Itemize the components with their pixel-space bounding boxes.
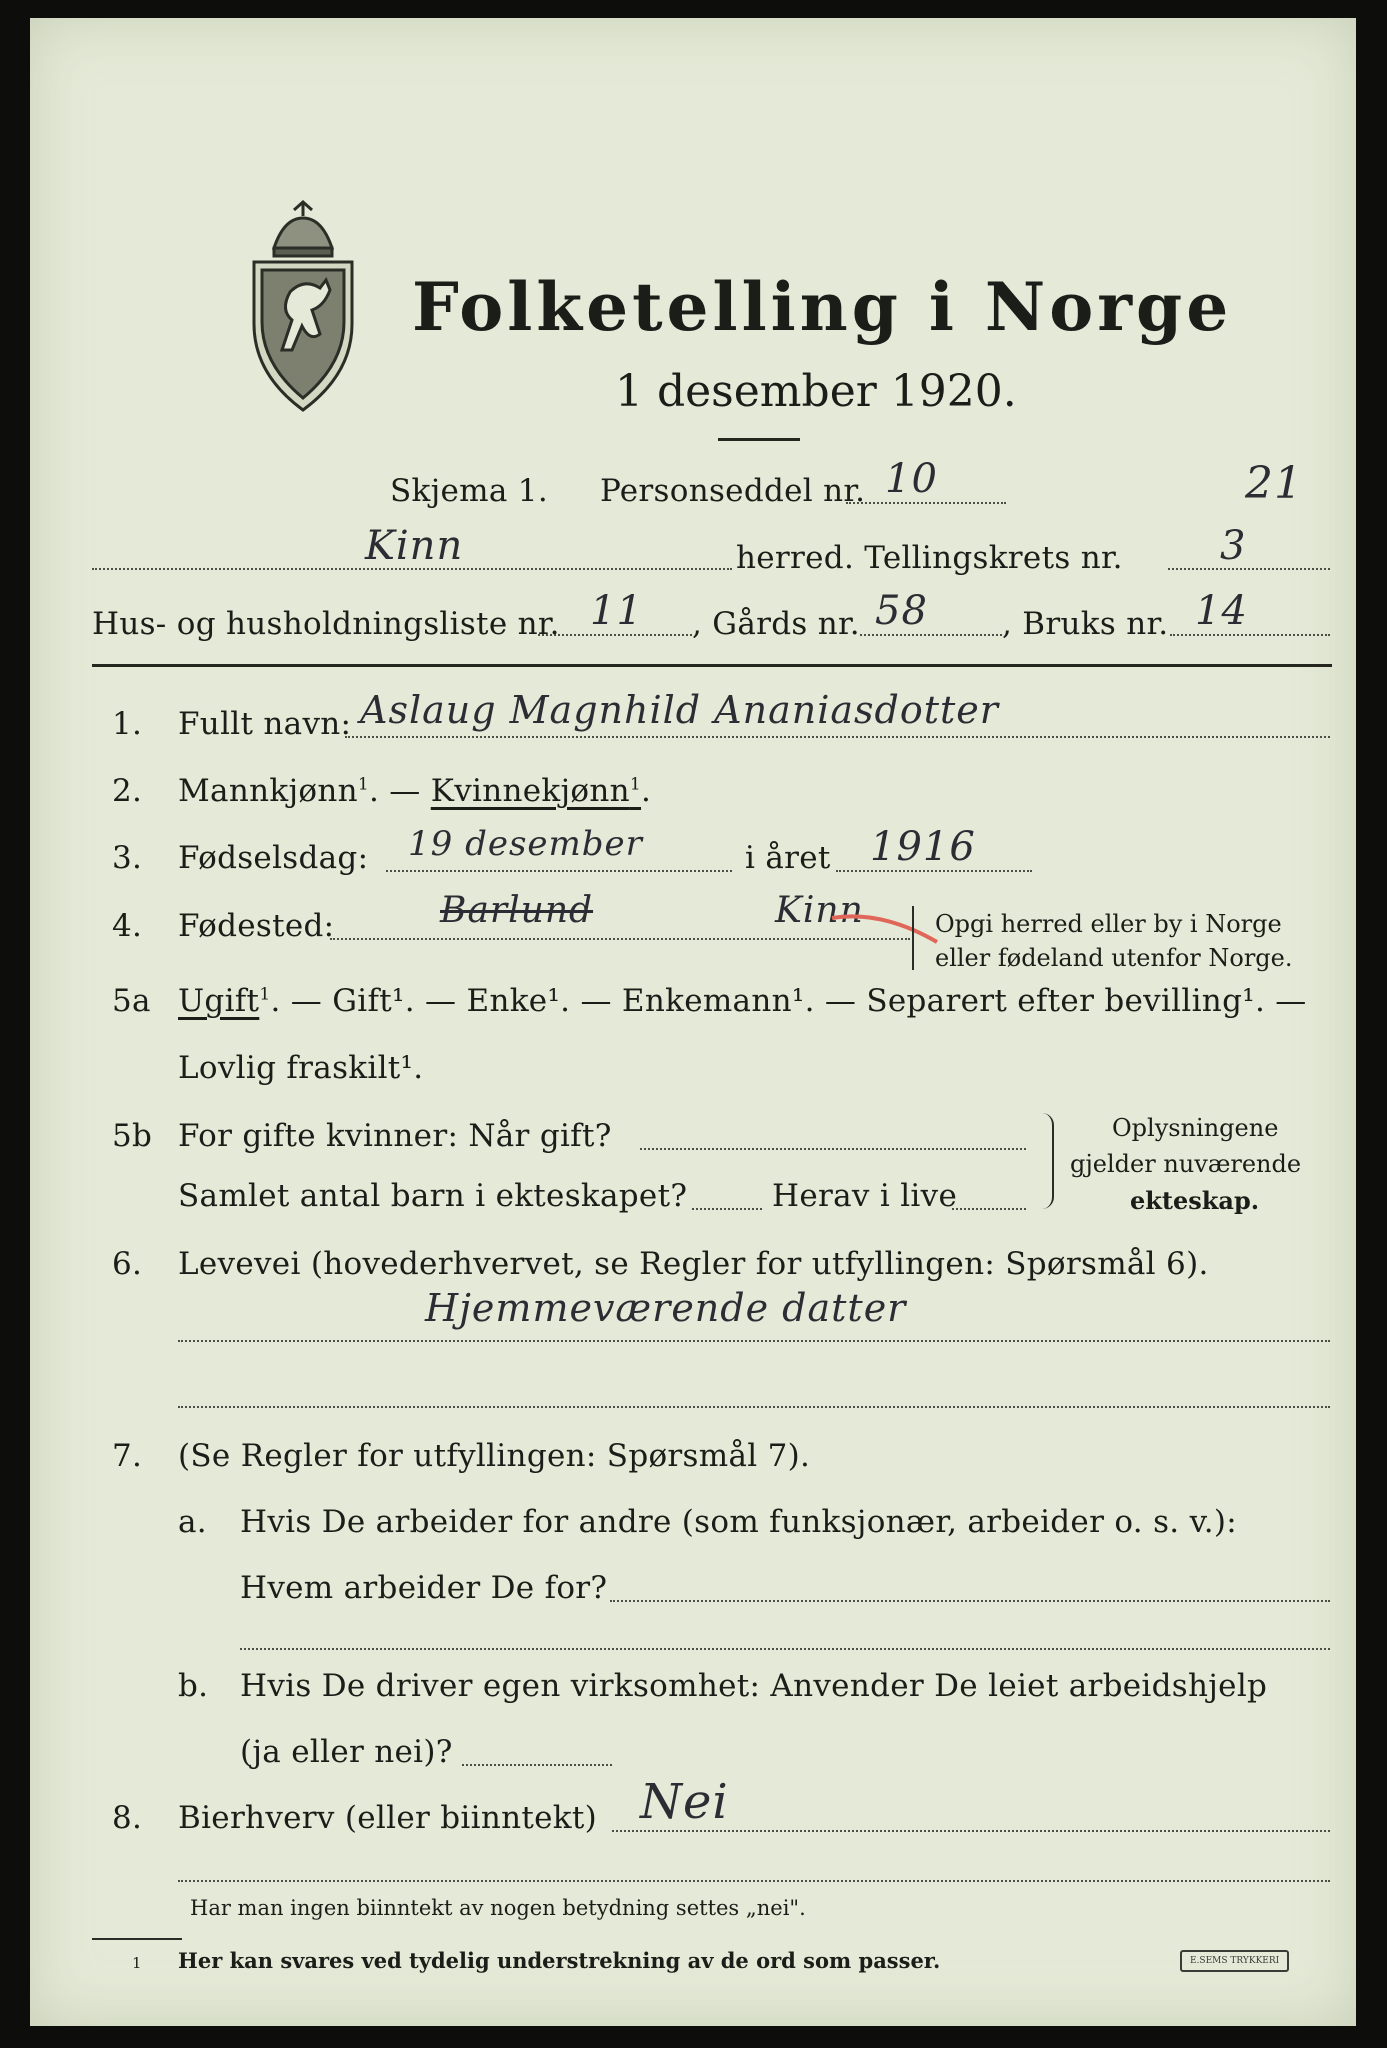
q3-date-line [386,870,732,872]
q5a-number: 5a [112,983,151,1019]
q1-label: Fullt navn: [178,706,352,742]
q2-female-selected: Kvinnekjønn$^1$ [430,773,642,809]
personseddel-line [846,502,1006,504]
census-date: 1 desember 1920. [615,366,1017,417]
q6-line2 [178,1406,1330,1408]
q7b-letter: b. [178,1668,209,1704]
schema-label: Skjema 1. [390,473,548,509]
bruks-label: , Bruks nr. [1002,606,1169,642]
corner-annotation-1: 21 [1245,458,1303,509]
census-form [30,18,1356,2026]
q6-label: Levevei (hovederhvervet, se Regler for utfyllingen: Spørsmål 6). [178,1246,1209,1282]
q5b-alive-line [952,1208,1026,1210]
q7a-answer-line1 [610,1600,1330,1602]
q8-number: 8. [112,1800,143,1836]
herred-value: Kinn [365,523,464,569]
q5a-ugift-selected: Ugift [178,983,260,1019]
hus-value: 11 [590,588,643,634]
q2-male: Mannkjønn [178,773,358,809]
bruks-value: 14 [1195,588,1248,634]
q4-note-bracket [912,906,922,970]
q6-line1 [178,1340,1330,1342]
q3-year-label: i året [745,840,831,876]
q5b-note2: gjelder nuværende [1070,1150,1302,1178]
q8-line2 [178,1880,1330,1882]
bruks-line [1170,634,1330,636]
q3-year-line [836,870,1032,872]
q1-value: Aslaug Magnhild Ananiasdotter [360,688,999,732]
q7a-letter: a. [178,1504,207,1540]
q4-struck-value: Barlund [440,890,594,931]
red-pencil-mark [830,908,940,948]
herred-label: herred. Tellingskrets nr. [736,540,1123,576]
header-rule [92,664,1332,667]
q7b-line2: (ja eller nei)? [240,1734,453,1770]
q5b-line1: For gifte kvinner: Når gift? [178,1118,612,1154]
q5b-line2: Samlet antal barn i ekteskapet? [178,1178,688,1214]
tellingskrets-line [1168,568,1330,570]
q7b-line1: Hvis De driver egen virksomhet: Anvender De leiet arbeidshjelp [240,1668,1268,1704]
tellingskrets-value: 3 [1220,523,1247,569]
q5a-options: Ugift$^1$. — Gift¹. — Enke¹. — Enkemann¹. — Separert efter bevilling¹. — [178,983,1307,1019]
q5b-note3: ekteskap. [1130,1186,1260,1215]
footer-note: Har man ingen biinntekt av nogen betydning settes „nei". [190,1896,806,1920]
q7-label: (Se Regler for utfyllingen: Spørsmål 7). [178,1438,811,1474]
hus-line [538,634,692,636]
q6-number: 6. [112,1246,143,1282]
q7a-answer-line2 [240,1648,1330,1650]
q5b-note-bracket [1042,1113,1054,1209]
q5b-herav-label: Herav i live [772,1178,958,1214]
q7a-line1: Hvis De arbeider for andre (som funksjonær, arbeider o. s. v.): [240,1504,1238,1540]
q5b-note1: Oplysningene [1112,1114,1279,1142]
q2-separator: . — [368,773,421,809]
hus-label: Hus- og husholdningsliste nr. [92,606,560,642]
personseddel-value: 10 [885,456,938,502]
q4-line [330,938,910,940]
q8-line1 [612,1830,1330,1832]
personseddel-label: Personseddel nr. [600,473,866,509]
q4-value: Kinn [775,890,864,931]
q4-label: Fødested: [178,908,335,944]
q3-year-value: 1916 [870,824,976,870]
q5b-number: 5b [112,1118,153,1154]
printer-stamp: E.SEMS TRYKKERI [1180,1950,1289,1972]
q6-value: Hjemmeværende datter [425,1286,907,1330]
gards-label: , Gårds nr. [692,606,860,642]
q4-note-line1: Opgi herred eller by i Norge [935,910,1282,938]
gards-value: 58 [875,588,928,634]
q5a-line2: Lovlig fraskilt¹. [178,1050,424,1086]
q7a-line2: Hvem arbeider De for? [240,1570,608,1606]
q3-label: Fødselsdag: [178,840,369,876]
q3-date-value: 19 desember [408,824,643,864]
q8-value: Nei [640,1774,729,1830]
q1-number: 1. [112,706,143,742]
gards-line [860,634,1002,636]
title-divider [718,438,800,441]
q7b-answer-line [462,1764,612,1766]
q2-number: 2. [112,773,143,809]
footnote-rule [92,1938,182,1940]
q2-options: Mannkjønn$^1$. — Kvinnekjønn$^1$. [178,773,652,809]
form-title: Folketelling i Norge [412,268,1233,346]
q4-number: 4. [112,908,143,944]
coat-of-arms-icon [244,200,362,420]
q1-line [345,736,1330,738]
q7-number: 7. [112,1438,143,1474]
q5a-other-options: . — Gift¹. — Enke¹. — Enkemann¹. — Separert efter bevilling¹. — [270,983,1307,1019]
footnote-number: 1 [132,1954,142,1972]
footnote-text: Her kan svares ved tydelig understrekning av de ord som passer. [178,1948,941,1973]
q4-note-line2: eller fødeland utenfor Norge. [935,944,1293,972]
q5b-married-line [640,1148,1026,1150]
q5b-children-line [692,1208,762,1210]
q3-number: 3. [112,840,143,876]
q8-label: Bierhverv (eller biinntekt) [178,1800,598,1836]
